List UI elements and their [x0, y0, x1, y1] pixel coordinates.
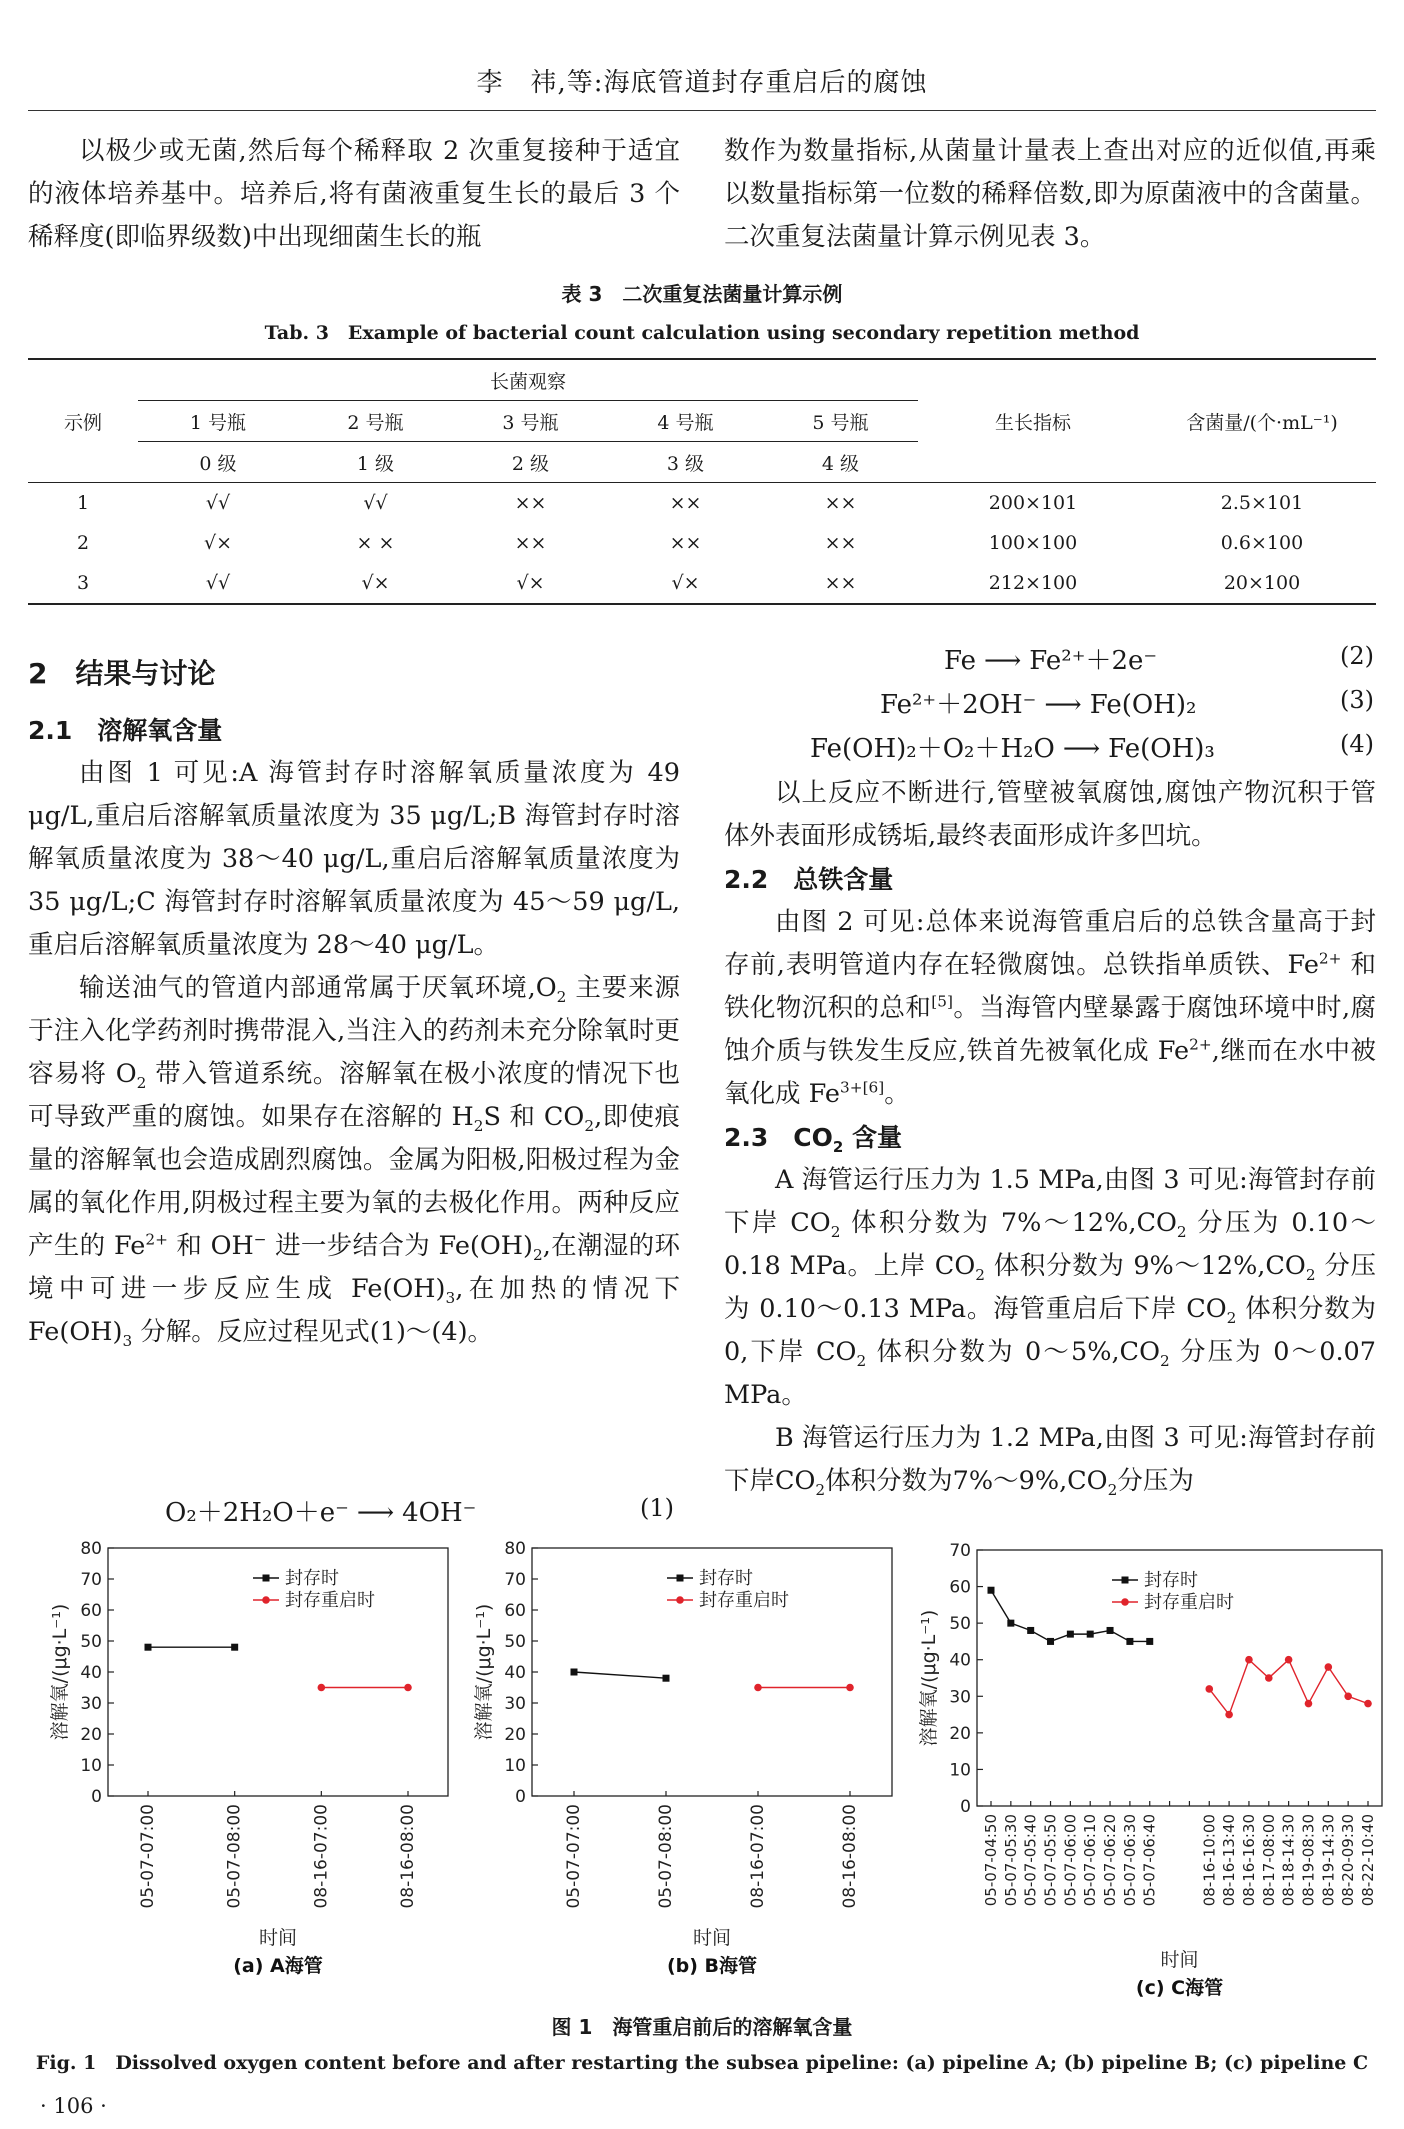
table3-cell: 212×100 [988, 572, 1078, 594]
x-axis-label: 时间 [1160, 1949, 1199, 1971]
data-point [988, 1587, 995, 1594]
table3-cell: 100×100 [988, 532, 1078, 554]
table3-head-group: 长菌观察 [138, 359, 918, 401]
y-tick-label: 40 [949, 1650, 971, 1671]
figure1-caption-en: Fig. 1 Dissolved oxygen content before and after restarting the subsea pipeline: (a) pipeline A; (b) pipeline B; (c) pipeline C [35, 2052, 1369, 2074]
data-point [1344, 1692, 1352, 1700]
y-tick-label: 50 [80, 1632, 102, 1652]
data-point [1107, 1627, 1114, 1634]
table3-head-level: 2 级 [511, 452, 550, 475]
x-tick-label: 05-07-08:00 [224, 1804, 245, 1909]
table3-head-level: 1 级 [356, 452, 395, 475]
table3-head-bottle: 1 号瓶 [138, 401, 298, 442]
left-top-paragraph: 以极少或无菌,然后每个稀释取 2 次重复接种于适宜的液体培养基中。培养后,将有菌液重复生长的最后 3 个稀释度(即临界级数)中出现细菌生长的瓶 [28, 136, 680, 252]
data-point [1126, 1638, 1133, 1645]
equation-1-number: (1) [640, 1494, 674, 1522]
x-tick-label: 05-07-05:30 [1001, 1814, 1020, 1907]
y-tick-label: 10 [949, 1760, 971, 1781]
y-axis-label: 溶解氧/(μg·L⁻¹) [49, 1603, 71, 1741]
data-point [1245, 1656, 1253, 1664]
table3-head-example: 示例 [63, 411, 102, 434]
y-tick-label: 30 [949, 1687, 971, 1708]
x-tick-label: 05-07-06:10 [1081, 1814, 1100, 1907]
data-point [1205, 1685, 1213, 1693]
table3-cell: ×× [514, 532, 547, 554]
table3-cell: 200×101 [988, 492, 1078, 514]
y-tick-label: 20 [80, 1725, 102, 1745]
equation-2-number: (2) [1340, 642, 1374, 670]
y-tick-label: 30 [80, 1694, 102, 1714]
table3-head-bottle: 3 号瓶 [453, 401, 608, 442]
x-tick-label: 05-07-08:00 [656, 1804, 676, 1909]
table3-cell: ×× [824, 572, 857, 594]
y-tick-label: 80 [80, 1539, 102, 1559]
table3-cell: ×× [824, 492, 857, 514]
page-number: · 106 · [40, 2094, 107, 2118]
table3-cell: √√ [205, 572, 231, 594]
equation-3: Fe²⁺＋2OH⁻ ⟶ Fe(OH)₂ [880, 690, 1197, 720]
table3-title-cn: 表 3 二次重复法菌量计算示例 [561, 282, 843, 306]
table3-cell: 20×100 [1223, 572, 1301, 594]
y-tick-label: 70 [80, 1570, 102, 1590]
chart-subtitle: (b) B海管 [666, 1955, 758, 1977]
data-point [1325, 1663, 1333, 1671]
table3-cell: × × [356, 532, 395, 554]
table3-cell: 2.5×101 [1220, 492, 1304, 514]
table3-cell: 0.6×100 [1220, 532, 1304, 554]
x-tick-label: 08-20-09:30 [1339, 1814, 1358, 1907]
paragraph-2-2: 由图 2 可见:总体来说海管重启后的总铁含量高于封存前,表明管道内存在轻微腐蚀。总铁指单质铁、$Fe^{2+}$ 和铁化物沉积的总和[5]。当海管内壁暴露于腐蚀环境中时,腐蚀介质与铁发生反应,铁首先被氧化成 $Fe^{2+}$,继而在水中被氧化成 $Fe^{3+[6]}$。 [724, 907, 1377, 1109]
data-point [1047, 1638, 1054, 1645]
data-point [145, 1644, 152, 1651]
figure1-caption-cn: 图 1 海管重启前后的溶解氧含量 [551, 2015, 853, 2039]
y-tick-label: 70 [504, 1570, 526, 1590]
table3-cell: 2 [76, 532, 90, 554]
right-column [724, 772, 1376, 1503]
legend-marker [676, 1596, 684, 1604]
table3-cell: ×× [514, 492, 547, 514]
table-row [28, 523, 1376, 563]
table3-cell: √√ [363, 492, 388, 514]
legend-label: 封存重启时 [285, 1590, 375, 1611]
data-point [231, 1644, 238, 1651]
x-tick-label: 05-07-06:00 [1061, 1814, 1080, 1907]
table3-head-count: 含菌量/(个·mL⁻¹) [1186, 411, 1338, 434]
legend-marker [1122, 1577, 1129, 1584]
equation-1: O₂＋2H₂O＋e⁻ ⟶ 4OH⁻ [165, 1498, 477, 1528]
table-row [28, 563, 1376, 604]
chart-a [20, 1528, 460, 1998]
y-tick-label: 60 [80, 1601, 102, 1621]
table3-head-level: 4 级 [821, 452, 860, 475]
plot-frame [108, 1548, 448, 1796]
legend-marker [262, 1596, 270, 1604]
table3-cell: √× [203, 532, 233, 554]
table3-head-bottle: 4 号瓶 [608, 401, 763, 442]
data-point [1146, 1638, 1153, 1645]
series-line [574, 1672, 666, 1678]
legend-label: 封存时 [285, 1568, 339, 1589]
data-point [663, 1675, 670, 1682]
x-tick-label: 08-22-10:40 [1359, 1814, 1377, 1907]
running-header: 李 祎,等:海底管道封存重启后的腐蚀 [476, 68, 928, 98]
table3-cell: 3 [76, 572, 90, 594]
legend-marker [263, 1575, 270, 1582]
legend-label: 封存重启时 [1144, 1592, 1234, 1613]
paragraph-2-3-a: A 海管运行压力为 1.5 MPa,由图 3 可见:海管封存前下岸 $CO_2$ 体积分数为 $7\%\sim 12\%,CO_2$ 分压为 0.10～0.18 MPa。上岸 $CO_2$ 体积分数为 $9\%\sim 12\%,CO_2$ 分压为 0.10～0.13 MPa。海管重启后下岸 $CO_2$ 体积分数为 0,下岸 $CO_2$ 体积分数为 $0\sim 5\%,CO_2$ 分压为 0～0.07 MPa。 [724, 1165, 1376, 1410]
table3-head-bottle: 2 号瓶 [298, 401, 453, 442]
x-tick-label: 08-19-14:30 [1319, 1814, 1338, 1907]
data-point [1087, 1631, 1094, 1638]
y-tick-label: 30 [504, 1694, 526, 1714]
legend-label: 封存重启时 [699, 1590, 789, 1611]
data-point [1364, 1700, 1372, 1708]
x-tick-label: 08-16-08:00 [398, 1804, 418, 1909]
paragraph-2-3-b: B 海管运行压力为 1.2 MPa,由图 3 可见:海管封存前下岸$CO_2$体积分数为$7\%\sim 9\%,CO_2$分压为 [724, 1423, 1376, 1500]
table3-cell: 1 [76, 492, 90, 514]
y-tick-label: 20 [504, 1725, 526, 1745]
x-tick-label: 08-19-08:30 [1299, 1814, 1318, 1907]
section-2-2-heading: 2.2 总铁含量 [724, 865, 894, 894]
legend-marker [677, 1575, 684, 1582]
y-tick-label: 10 [80, 1756, 102, 1776]
equation-4: Fe(OH)₂＋O₂＋H₂O ⟶ Fe(OH)₃ [810, 734, 1215, 764]
table3-head-bottle: 5 号瓶 [763, 401, 918, 442]
x-tick-label: 05-07-04:50 [982, 1814, 1000, 1907]
paragraph-2-1-b: 输送油气的管道内部通常属于厌氧环境$,O_2$ 主要来源于注入化学药剂时携带混入,当注入的药剂未充分除氧时更容易将 $O_2$ 带入管道系统。溶解氧在极小浓度的情况下也可导致严重的腐蚀。如果存在溶解的 $H_2S$ 和 $CO_2$,即使痕量的溶解氧也会造成剧烈腐蚀。金属为阳极,阳极过程为金属的氧化作用,阴极过程主要为氧的去极化作用。两种反应产生的 $Fe^{2+}$ 和 OH− 进一步结合为 $Fe(OH)_2$,在潮湿的环境中可进一步反应生成 $Fe(OH)_3$,在加热的情况下 $Fe(OH)_3$ 分解。反应过程见式(1)～(4)。 [28, 973, 681, 1351]
x-tick-label: 05-07-05:40 [1021, 1814, 1040, 1907]
y-tick-label: 60 [949, 1577, 971, 1598]
y-tick-label: 10 [504, 1756, 526, 1776]
table3 [28, 358, 1376, 605]
data-point [1007, 1620, 1014, 1627]
y-tick-label: 50 [949, 1614, 971, 1635]
y-tick-label: 60 [504, 1601, 526, 1621]
y-tick-label: 0 [960, 1797, 971, 1817]
y-tick-label: 40 [80, 1663, 102, 1683]
table-row [28, 483, 1376, 524]
y-tick-label: 70 [949, 1541, 971, 1561]
data-point [404, 1684, 412, 1692]
y-tick-label: 50 [504, 1632, 526, 1652]
legend-label: 封存时 [699, 1568, 753, 1589]
data-point [846, 1684, 854, 1692]
chart-c [905, 1528, 1395, 1998]
data-point [1067, 1631, 1074, 1638]
y-tick-label: 20 [949, 1723, 971, 1744]
data-point [1027, 1627, 1034, 1634]
x-tick-label: 08-18-14:30 [1279, 1814, 1298, 1907]
x-tick-label: 08-16-13:40 [1220, 1814, 1239, 1907]
data-point [1265, 1674, 1273, 1682]
table3-cell: ×× [669, 532, 702, 554]
header-rule [28, 110, 1376, 111]
y-tick-label: 0 [91, 1787, 102, 1807]
section-2-heading: 2 结果与讨论 [28, 657, 216, 690]
table3-cell: ×× [824, 532, 857, 554]
x-tick-label: 05-07-06:40 [1140, 1814, 1159, 1907]
x-tick-label: 05-07-06:30 [1120, 1814, 1139, 1907]
table3-head-level: 0 级 [199, 452, 237, 475]
right-top-paragraph: 数作为数量指标,从菌量计量表上查出对应的近似值,再乘以数量指标第一位数的稀释倍数,即为原菌液中的含菌量。二次重复法菌量计算示例见表 3。 [724, 136, 1376, 252]
x-tick-label: 08-16-08:00 [840, 1804, 860, 1909]
paragraph-after-equations: 以上反应不断进行,管壁被氧腐蚀,腐蚀产物沉积于管体外表面形成锈垢,最终表面形成许多凹坑。 [724, 778, 1376, 851]
x-tick-label: 05-07-05:50 [1041, 1814, 1060, 1907]
equation-2: Fe ⟶ Fe²⁺＋2e⁻ [944, 646, 1158, 676]
data-point [1305, 1700, 1313, 1708]
x-axis-label: 时间 [692, 1927, 732, 1949]
y-axis-label: 溶解氧/(μg·L⁻¹) [918, 1609, 940, 1747]
section-2-1-heading: 2.1 溶解氧含量 [28, 716, 223, 745]
legend-label: 封存时 [1144, 1570, 1198, 1591]
left-column [28, 652, 680, 1354]
table3-cell: √× [361, 572, 390, 594]
table3-head-index: 生长指标 [994, 411, 1071, 434]
x-tick-label: 08-16-16:30 [1239, 1814, 1258, 1907]
equation-4-number: (4) [1340, 730, 1374, 758]
table3-cell: √√ [205, 492, 231, 514]
x-axis-label: 时间 [258, 1927, 298, 1949]
legend-marker [1121, 1598, 1129, 1606]
data-point [318, 1684, 326, 1692]
paragraph-2-1-a: 由图 1 可见:A 海管封存时溶解氧质量浓度为 49 μg/L,重启后溶解氧质量浓度为 35 μg/L;B 海管封存时溶解氧质量浓度为 38～40 μg/L,重启后溶解氧质量浓度为 35 μg/L;C 海管封存时溶解氧质量浓度为 45～59 μg/L,重启后溶解氧质量浓度为 28～40 μg/L。 [28, 758, 680, 960]
y-axis-label: 溶解氧/(μg·L⁻¹) [473, 1603, 495, 1741]
data-point [571, 1669, 578, 1676]
table3-head-level: 3 级 [666, 452, 705, 475]
x-tick-label: 08-16-10:00 [1200, 1814, 1219, 1907]
chart-b [470, 1528, 900, 1998]
chart-subtitle: (c) C海管 [1135, 1977, 1224, 1998]
data-point [754, 1684, 762, 1692]
section-2-3-heading: 2.3 $CO_2$ 含量 [724, 1123, 903, 1156]
x-tick-label: 05-07-07:00 [138, 1804, 158, 1909]
equation-3-number: (3) [1340, 686, 1374, 714]
data-point [1285, 1656, 1293, 1664]
x-tick-label: 05-07-07:00 [564, 1804, 584, 1909]
series-line [1209, 1660, 1368, 1715]
x-tick-label: 08-16-07:00 [748, 1804, 768, 1909]
table3-cell: √× [671, 572, 700, 594]
x-tick-label: 08-17-08:00 [1259, 1814, 1278, 1907]
data-point [1225, 1711, 1233, 1719]
x-tick-label: 08-16-07:00 [311, 1804, 332, 1909]
table3-cell: √× [516, 572, 545, 594]
table3-title-en: Tab. 3 Example of bacterial count calculation using secondary repetition method [264, 322, 1140, 344]
y-tick-label: 40 [504, 1663, 526, 1683]
table3-cell: ×× [669, 492, 702, 514]
chart-subtitle: (a) A海管 [233, 1955, 323, 1977]
x-tick-label: 05-07-06:20 [1101, 1814, 1120, 1907]
y-tick-label: 80 [504, 1539, 526, 1559]
y-tick-label: 0 [515, 1787, 526, 1807]
